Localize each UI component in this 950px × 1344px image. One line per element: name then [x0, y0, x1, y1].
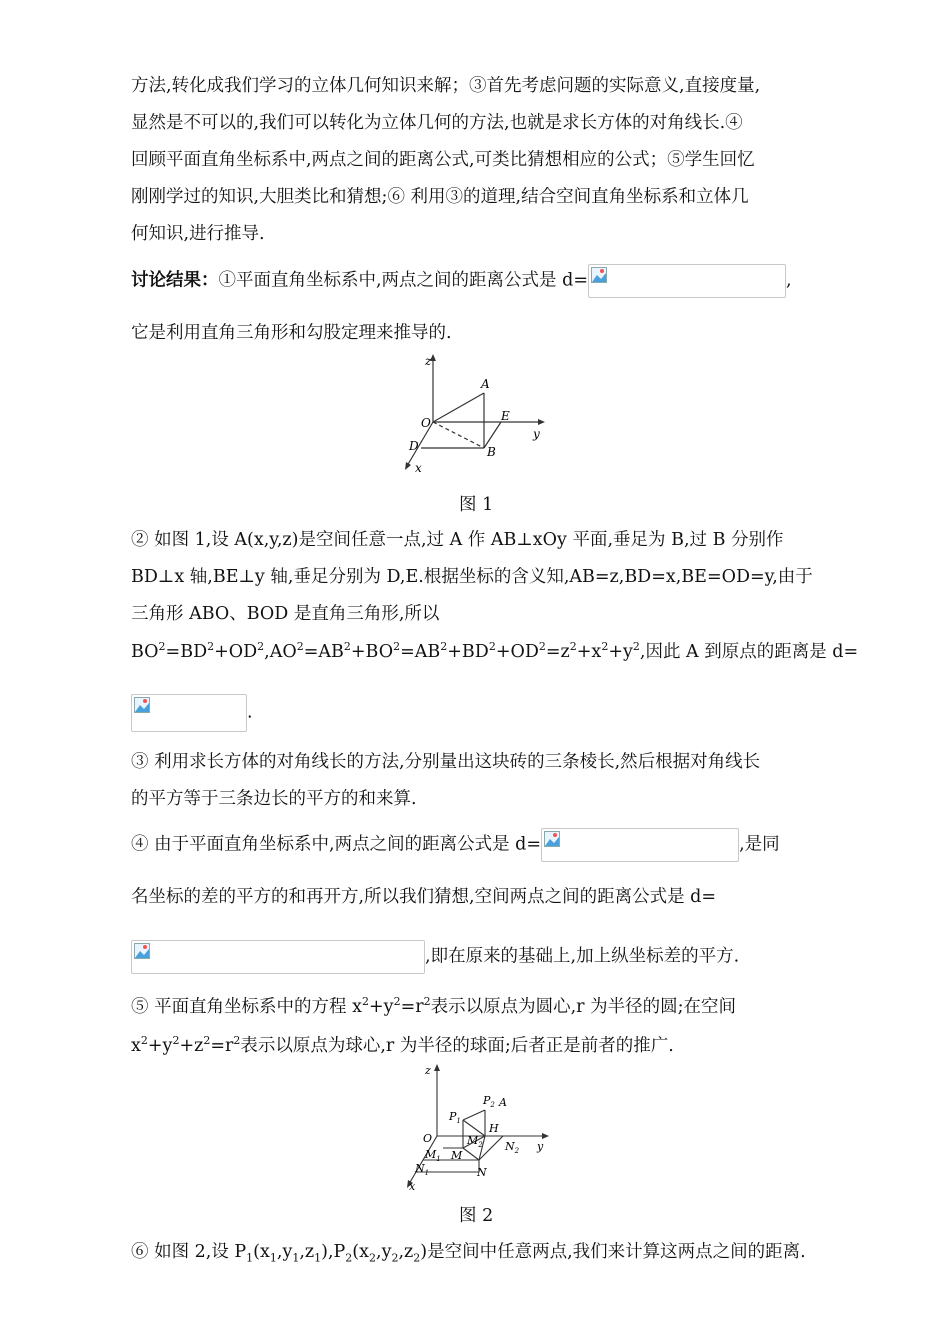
eq-sup: 2 [601, 640, 609, 654]
figure-2-label-x: x [409, 1180, 416, 1192]
broken-image-icon [134, 943, 150, 959]
eq-sub: 2 [391, 1251, 399, 1265]
eq-sup: 2 [393, 640, 401, 654]
figure-2-label-h: H [489, 1122, 499, 1135]
broken-image-icon [591, 267, 607, 283]
eq-part: +OD [214, 642, 258, 662]
figure-2-diagram [395, 1062, 560, 1192]
figure-1-label-o: O [421, 416, 431, 430]
formula-image-placeholder [131, 940, 425, 974]
figure-2-label-m2: $M_2$ [467, 1134, 483, 1149]
paragraph-line-18 [131, 995, 736, 1019]
figure-1-label-a: A [481, 377, 490, 391]
eq-sup: 2 [172, 1034, 180, 1048]
figure-2-label-m: M [451, 1149, 463, 1162]
figure-1-label-x: x [415, 461, 422, 475]
paragraph-line-15-tail: ,是同 [739, 834, 780, 855]
paragraph-line-11 [131, 640, 858, 664]
eq-sub: 1 [314, 1251, 322, 1265]
paragraph-line-12 [131, 694, 253, 732]
eq-part: (x [352, 1242, 369, 1262]
figure-2-label-y: y [537, 1140, 544, 1153]
paragraph-line-12-tail: . [247, 702, 253, 723]
eq-sup: 2 [440, 640, 448, 654]
eq-part: ⑤ 平面直角坐标系中的方程 x [131, 997, 362, 1017]
discussion-result-line [131, 264, 792, 298]
eq-part: ,AO [264, 642, 297, 662]
eq-sup: 2 [538, 640, 546, 654]
eq-part: ,因此 A 到原点的距离是 d= [639, 642, 859, 662]
eq-sup: 2 [296, 640, 304, 654]
discussion-result-heading: 讨论结果： [131, 270, 219, 291]
paragraph-line-5: 何知识,进行推导. [131, 224, 265, 244]
eq-sup: 2 [569, 640, 577, 654]
eq-part: ),P [321, 1242, 346, 1262]
discussion-result-text: ①平面直角坐标系中,两点之间的距离公式是 d= [218, 270, 588, 291]
eq-part: =r [400, 997, 424, 1017]
eq-sub: 1 [246, 1251, 254, 1265]
broken-image-icon [544, 831, 560, 847]
figure-2-label-n2: $N_2$ [505, 1140, 520, 1155]
eq-part: +BO [350, 642, 394, 662]
eq-sub: 2 [413, 1251, 421, 1265]
eq-sub: 1 [269, 1251, 277, 1265]
eq-sup: 2 [233, 1034, 241, 1048]
paragraph-line-15 [131, 828, 780, 862]
figure-2-label-n1: $N_1$ [415, 1162, 430, 1177]
paragraph-line-20 [131, 1240, 806, 1264]
eq-sup: 2 [393, 995, 401, 1009]
discussion-result-tail: , [786, 270, 792, 291]
eq-part: =r [210, 1036, 234, 1056]
paragraph-line-7: 它是利用直角三角形和勾股定理来推导的. [131, 323, 452, 343]
figure-1-label-e: E [501, 409, 510, 423]
eq-sub: 2 [369, 1251, 376, 1265]
eq-part: +y [369, 997, 394, 1017]
eq-sup: 2 [140, 1034, 148, 1048]
eq-sup: 2 [632, 640, 640, 654]
eq-part: ,y [376, 1242, 392, 1262]
paragraph-line-14: 的平方等于三条边长的平方的和来算. [131, 789, 417, 809]
figure-2-label-m1: $M_1$ [425, 1148, 441, 1163]
eq-part: +OD [495, 642, 539, 662]
eq-part: )是空间中任意两点,我们来计算这两点之间的距离. [420, 1242, 806, 1262]
paragraph-line-13: ③ 利用求长方体的对角线长的方法,分别量出这块砖的三条棱长,然后根据对角线长 [131, 752, 761, 772]
eq-part: ,z [299, 1242, 315, 1262]
eq-part: =AB [400, 642, 441, 662]
paragraph-line-4: 刚刚学过的知识,大胆类比和猜想;⑥ 利用③的道理,结合空间直角坐标系和立体几 [131, 187, 749, 207]
eq-sup: 2 [158, 640, 166, 654]
eq-sub: 1 [292, 1251, 300, 1265]
paragraph-line-9: BD⊥x 轴,BE⊥y 轴,垂足分别为 D,E.根据坐标的含义知,AB=z,BD=x,BE=OD=y,由于 [131, 567, 813, 587]
eq-part: +z [179, 1036, 204, 1056]
eq-part: +y [608, 642, 633, 662]
eq-part: 表示以原点为圆心,r 为半径的圆;在空间 [430, 997, 736, 1017]
eq-sup: 2 [488, 640, 496, 654]
paragraph-line-8: ② 如图 1,设 A(x,y,z)是空间任意一点,过 A 作 AB⊥xOy 平面,垂足为 B,过 B 分别作 [131, 530, 784, 550]
paragraph-line-15-text: ④ 由于平面直角坐标系中,两点之间的距离公式是 d= [131, 834, 542, 855]
broken-image-icon [134, 697, 150, 713]
eq-sup: 2 [257, 640, 265, 654]
eq-sub: 2 [345, 1251, 353, 1265]
paragraph-line-3: 回顾平面直角坐标系中,两点之间的距离公式,可类比猜想相应的公式；⑤学生回忆 [131, 150, 755, 170]
paragraph-line-1: 方法,转化成我们学习的立体几何知识来解；③首先考虑问题的实际意义,直接度量, [131, 76, 761, 96]
eq-part: BO [131, 642, 159, 662]
eq-sup: 2 [423, 995, 431, 1009]
figure-1-label-d: D [409, 439, 419, 453]
paragraph-line-17-tail: ,即在原来的基础上,加上纵坐标差的平方. [425, 946, 740, 967]
eq-part: x [131, 1036, 141, 1056]
paragraph-line-2: 显然是不可以的,我们可以转化为立体几何的方法,也就是求长方体的对角线长.④ [131, 113, 743, 133]
eq-part: 表示以原点为球心,r 为半径的球面;后者正是前者的推广. [240, 1036, 674, 1056]
figure-1-label-y: y [533, 427, 540, 441]
eq-part: ⑥ 如图 2,设 P [131, 1242, 247, 1262]
figure-2-label-n: N [477, 1166, 487, 1179]
eq-part: ,z [398, 1242, 414, 1262]
figure-2-label-a: A [499, 1096, 507, 1109]
eq-part: (x [253, 1242, 270, 1262]
formula-image-placeholder [541, 828, 739, 862]
figure-1-diagram [395, 352, 555, 477]
figure-2-label-z: z [425, 1064, 431, 1077]
figure-2-caption: 图 2 [459, 1206, 494, 1226]
figure-1-label-b: B [487, 445, 496, 459]
eq-sup: 2 [343, 640, 351, 654]
paragraph-line-19 [131, 1034, 674, 1058]
eq-part: +y [147, 1036, 173, 1056]
eq-part: +BD [447, 642, 489, 662]
figure-2-label-p2: $P_2$ [483, 1094, 495, 1109]
figure-2-label-p1: $P_1$ [449, 1110, 461, 1125]
eq-sup: 2 [203, 1034, 211, 1048]
figure-1-label-z: z [425, 354, 432, 368]
eq-part: =AB [303, 642, 344, 662]
eq-part: =BD [165, 642, 208, 662]
paragraph-line-17 [131, 940, 739, 974]
eq-sup: 2 [207, 640, 215, 654]
eq-sup: 2 [362, 995, 369, 1009]
eq-part: +x [576, 642, 602, 662]
figure-2-label-o: O [423, 1132, 433, 1145]
paragraph-line-10: 三角形 ABO、BOD 是直角三角形,所以 [131, 604, 440, 624]
figure-1-caption: 图 1 [459, 495, 494, 515]
eq-part: =z [545, 642, 570, 662]
formula-image-placeholder [131, 694, 247, 732]
formula-image-placeholder [588, 264, 786, 298]
paragraph-line-16: 名坐标的差的平方的和再开方,所以我们猜想,空间两点之间的距离公式是 d= [131, 887, 717, 907]
eq-part: ,y [276, 1242, 293, 1262]
